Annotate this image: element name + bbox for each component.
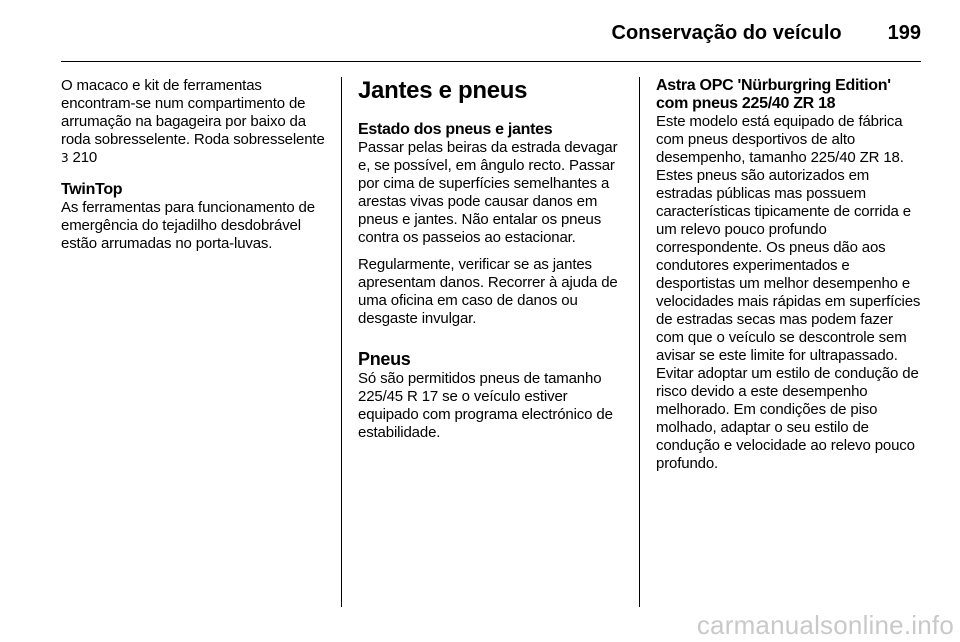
intro-text: O macaco e kit de ferramentas encontram-se num compartimento de arrumação na bagageira por baixo da roda sobresselente. Roda sobresselente [61, 77, 325, 148]
page-reference-icon: 3 [61, 151, 69, 165]
tyre-condition-paragraph-1: Passar pelas beiras da estrada devagar e, se possível, em ângulo recto. Passar por cima de superfícies semelhantes a arestas vivas pode causar danos em pneus e jantes. Não entalar os pneus contra os passeios ao estacionar. [358, 139, 618, 246]
watermark-text: carmanualsonline.info [696, 610, 954, 640]
tyre-condition-paragraph-2: Regularmente, verificar se as jantes apresentam danos. Recorrer à ajuda de uma oficina em caso de danos ou desgaste invulgar. [358, 256, 618, 327]
pneus-paragraph: Só são permitidos pneus de tamanho 225/45 R 17 se o veículo estiver equipado com programa electrónico de estabilidade. [358, 370, 613, 441]
column-divider-left [341, 77, 342, 607]
page-title: Conservação do veículo [611, 22, 842, 44]
intro-reference-page[interactable]: 210 [72, 149, 98, 166]
opc-edition-heading: Astra OPC 'Nürburgring Edition' com pneus 225/40 ZR 18 [656, 77, 891, 112]
column-left [61, 77, 329, 262]
column-right [656, 77, 924, 482]
watermark [0, 608, 960, 642]
header-rule [61, 61, 921, 62]
page-number: 199 [887, 22, 921, 44]
intro-paragraph [61, 77, 329, 167]
page-header [0, 18, 921, 48]
opc-edition-paragraph: Este modelo está equipado de fábrica com pneus desportivos de alto desempenho, tamanho 225/40 ZR 18. Estes pneus são autorizados em estradas públicas mas possuem características tipicamente de corrida e um relevo pouco profundo correspondente. Os pneus dão aos condutores experimentados e desportistas um melhor desempenho e velocidades mais rápidas em superfícies de estradas secas mas podem fazer com que o veículo se descontrole sem avisar se este limite for ultrapassado. Evitar adoptar um estilo de condução de risco devido a este desempenho melhorado. Em condições de piso molhado, adaptar o seu estilo de condução e velocidade ao relevo pouco profundo. [656, 113, 921, 472]
tyre-condition-heading: Estado dos pneus e jantes [358, 121, 553, 138]
column-divider-right [639, 77, 640, 607]
column-middle [358, 77, 623, 451]
twintop-paragraph: As ferramentas para funcionamento de emergência do tejadilho desdobrável estão arrumadas no porta-luvas. [61, 199, 315, 252]
pneus-heading: Pneus [358, 349, 411, 369]
twintop-heading: TwinTop [61, 181, 123, 198]
section-title: Jantes e pneus [358, 77, 528, 104]
